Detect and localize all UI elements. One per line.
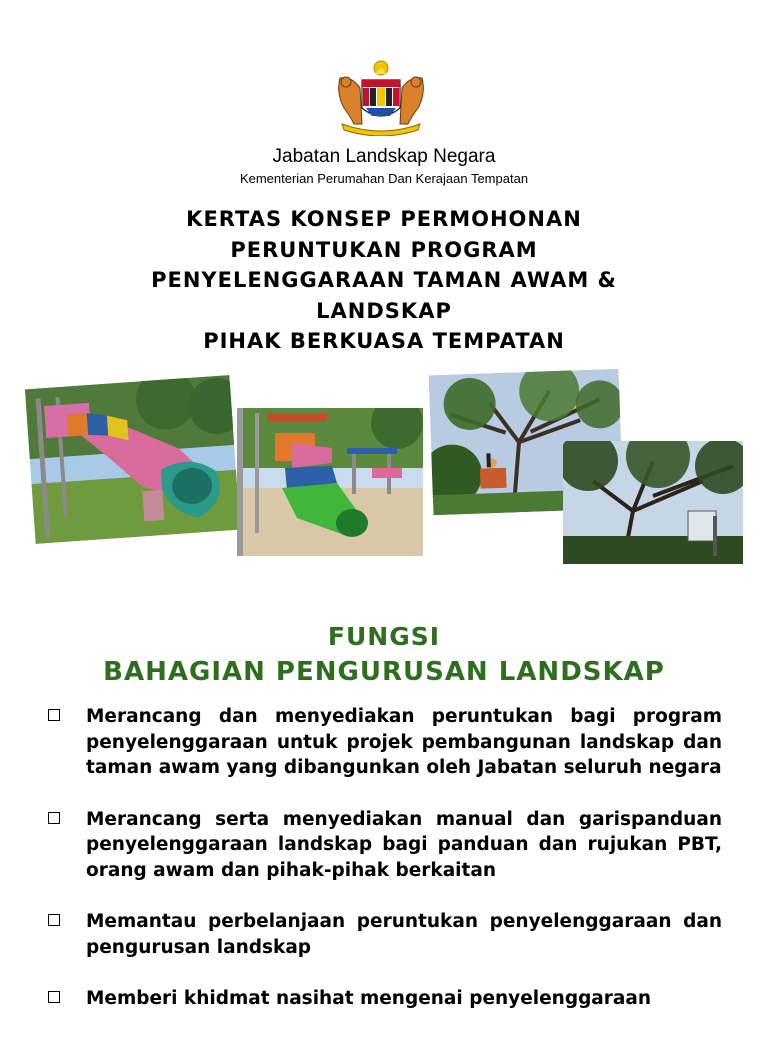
national-crest-logo	[332, 58, 430, 136]
agency-name: Jabatan Landskap Negara	[272, 146, 496, 167]
title-line-1: KERTAS KONSEP PERMOHONAN	[186, 207, 582, 231]
checkbox-bullet-icon	[48, 812, 60, 824]
list-item	[46, 704, 722, 781]
ministry-name: Kementerian Perumahan Dan Kerajaan Tempatan	[239, 171, 529, 186]
checkbox-bullet-icon	[48, 709, 60, 721]
function-list	[46, 704, 722, 1038]
tree-canopy-photo	[563, 441, 743, 564]
playground-slide-photo-1	[25, 375, 240, 544]
list-item	[46, 986, 722, 1012]
title-line-3: PENYELENGGARAAN TAMAN AWAM &	[151, 268, 617, 292]
list-item-text: Merancang dan menyediakan peruntukan bagi program penyelenggaraan untuk projek pembangunan landskap dan taman awam yang dibangunkan oleh Jabatan seluruh negara	[86, 706, 722, 778]
playground-slide-photo-2	[237, 408, 423, 556]
section-heading-bahagian: BAHAGIAN PENGURUSAN LANDSKAP	[103, 657, 665, 687]
list-item	[46, 909, 722, 960]
title-line-4: LANDSKAP	[316, 298, 452, 323]
title-line-2: PERUNTUKAN PROGRAM	[230, 237, 538, 262]
checkbox-bullet-icon	[48, 914, 60, 926]
list-item-text: Memberi khidmat nasihat mengenai penyelenggaraan	[86, 988, 652, 1009]
title-line-5: PIHAK BERKUASA TEMPATAN	[203, 329, 565, 353]
checkbox-bullet-icon	[48, 991, 60, 1003]
list-item-text: Merancang serta menyediakan manual dan garispanduan penyelenggaraan landskap bagi panduan dan rujukan PBT, orang awam dan pihak-pihak berkaitan	[86, 808, 722, 881]
section-heading-fungsi: FUNGSI	[327, 622, 441, 651]
list-item	[46, 807, 722, 884]
list-item-text: Memantau perbelanjaan peruntukan penyelenggaraan dan pengurusan landskap	[86, 911, 722, 958]
document-title	[0, 204, 768, 357]
